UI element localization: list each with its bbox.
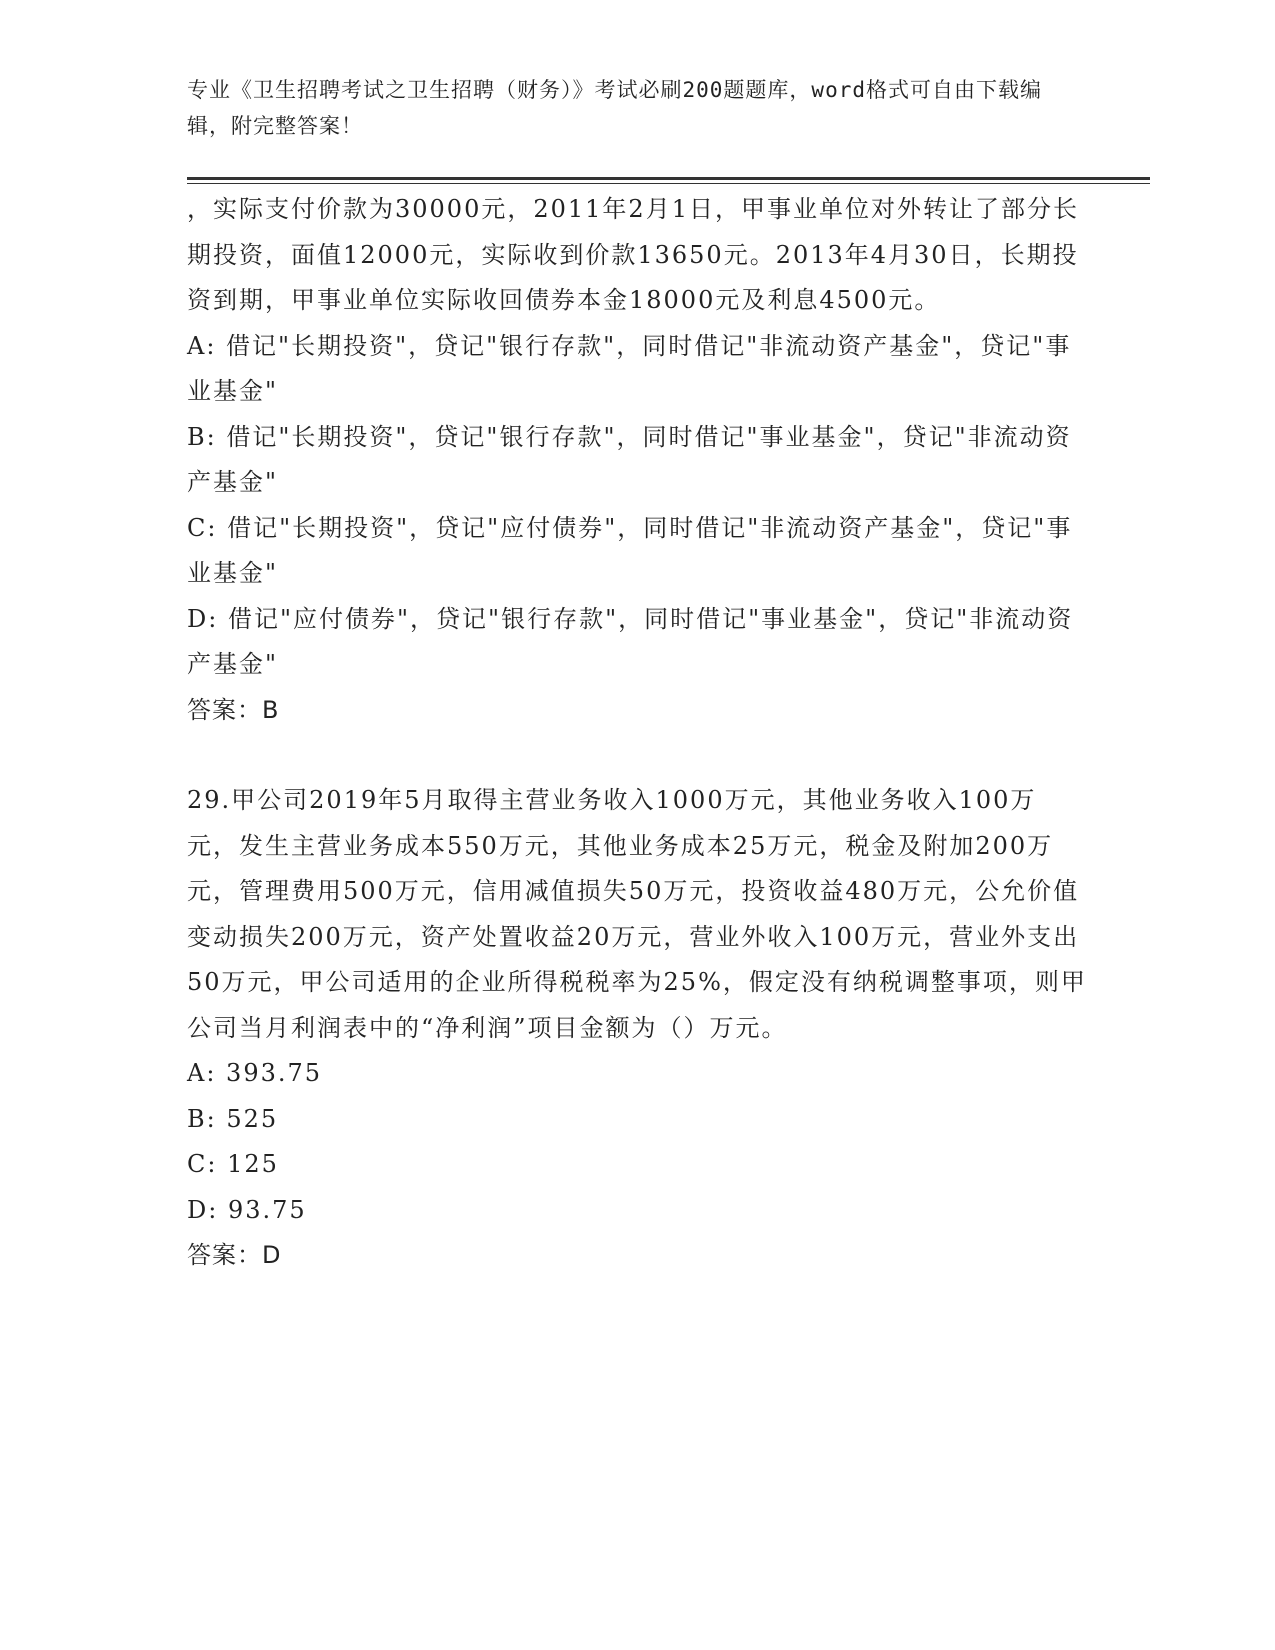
question-28-option-c: C: 借记"长期投资"，贷记"应付债券"，同时借记"非流动资产基金"，贷记"事业基金" — [187, 513, 1073, 587]
question-spacer — [187, 733, 1087, 778]
question-29 — [187, 778, 1087, 1279]
question-29-option-c: C: 125 — [187, 1150, 279, 1178]
question-29-option-d: D: 93.75 — [187, 1195, 307, 1224]
question-28 — [187, 187, 1087, 733]
question-29-answer: 答案：D — [187, 1241, 282, 1269]
question-28-option-b: B: 借记"长期投资"，贷记"银行存款"，同时借记"事业基金"，贷记"非流动资产基金" — [187, 422, 1072, 496]
header-rule-thin — [187, 183, 1150, 184]
header-rule-thick — [187, 177, 1150, 180]
document-body — [187, 187, 1087, 1279]
document-header: 专业《卫生招聘考试之卫生招聘（财务）》考试必刷200题题库，word格式可自由下载编辑，附完整答案！ — [187, 78, 1042, 138]
question-29-stem: 29.甲公司2019年5月取得主营业务收入1000万元，其他业务收入100万元，发生主营业务成本550万元，其他业务成本25万元，税金及附加200万元，管理费用500万元，信用减值损失50万元，投资收益480万元，公允价值变动损失200万元，资产处置收益20万元，营业外收入100万元，营业外支出50万元，甲公司适用的企业所得税税率为25%，假定没有纳税调整事项，则甲公司当月利润表中的“净利润”项目金额为（）万元。 — [187, 786, 1087, 1042]
question-28-option-d: D: 借记"应付债券"，贷记"银行存款"，同时借记"事业基金"，贷记"非流动资产基金" — [187, 604, 1074, 678]
question-28-stem: ，实际支付价款为30000元，2011年2月1日，甲事业单位对外转让了部分长期投资，面值12000元，实际收到价款13650元。2013年4月30日，长期投资到期，甲事业单位实际收回债券本金18000元及利息4500元。 — [187, 195, 1079, 314]
question-29-option-a: A: 393.75 — [187, 1059, 323, 1087]
question-29-option-b: B: 525 — [187, 1104, 279, 1133]
question-28-answer: 答案：B — [187, 695, 280, 724]
question-28-option-a: A: 借记"长期投资"，贷记"银行存款"，同时借记"非流动资产基金"，贷记"事业基金" — [187, 331, 1072, 405]
